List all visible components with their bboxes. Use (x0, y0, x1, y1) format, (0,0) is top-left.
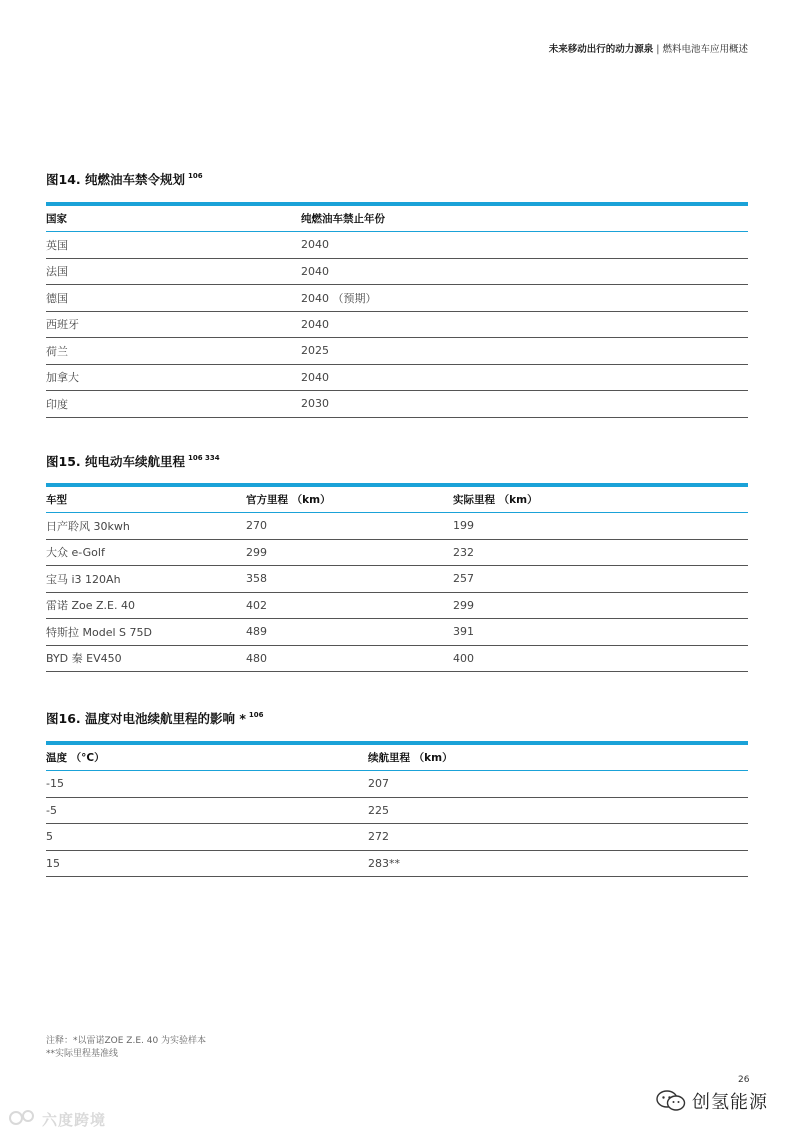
table-row (46, 824, 748, 851)
wechat-icon (656, 1090, 686, 1112)
fig16-title-text: 图16. 温度对电池续航里程的影响 * (46, 711, 246, 726)
table-cell: 2025 (301, 338, 748, 365)
table-row (46, 285, 748, 312)
column-header: 纯燃油车禁止年份 (301, 204, 748, 232)
table-cell: 402 (246, 592, 453, 619)
watermark-label: 六度跨境 (42, 1110, 107, 1129)
header-separator: | (656, 44, 660, 55)
table-cell: 489 (246, 619, 453, 646)
column-header: 温度 （°C） (46, 743, 368, 771)
fig15-ref: 106 334 (188, 454, 220, 462)
table-row (46, 311, 748, 338)
table-cell: 270 (246, 513, 453, 540)
fig15-title-text: 图15. 纯电动车续航里程 (46, 454, 185, 469)
table-cell: -5 (46, 797, 368, 824)
header-subtitle: 燃料电池车应用概述 (662, 44, 748, 55)
table-cell: 2040 (301, 258, 748, 285)
column-header: 官方里程 （km） (246, 485, 453, 513)
table-cell: 5 (46, 824, 368, 851)
table-cell: 印度 (46, 391, 301, 418)
table-cell: 257 (453, 566, 748, 593)
fig15-title (46, 452, 220, 470)
table-cell: BYD 秦 EV450 (46, 645, 246, 672)
footnotes (46, 1035, 206, 1061)
table-cell: 400 (453, 645, 748, 672)
table-row (46, 364, 748, 391)
table-cell: 299 (453, 592, 748, 619)
table-row (46, 619, 748, 646)
table-row (46, 232, 748, 259)
fig14-table (46, 202, 748, 418)
table-cell: 207 (368, 771, 748, 798)
table-row (46, 338, 748, 365)
table-cell: 272 (368, 824, 748, 851)
table-cell: 480 (246, 645, 453, 672)
wechat-account-label: 创氢能源 (692, 1092, 768, 1113)
column-header: 实际里程 （km） (453, 485, 748, 513)
table-cell: 232 (453, 539, 748, 566)
wechat-badge (656, 1088, 768, 1114)
table-cell: 2030 (301, 391, 748, 418)
table-cell: 西班牙 (46, 311, 301, 338)
table-cell: 雷诺 Zoe Z.E. 40 (46, 592, 246, 619)
table-cell: 2040 (301, 364, 748, 391)
table-cell: -15 (46, 771, 368, 798)
table-cell: 英国 (46, 232, 301, 259)
table-cell: 大众 e-Golf (46, 539, 246, 566)
table-cell: 283** (368, 850, 748, 877)
table-cell: 225 (368, 797, 748, 824)
table-cell: 299 (246, 539, 453, 566)
table-cell: 199 (453, 513, 748, 540)
table-row (46, 539, 748, 566)
footnote-2: **实际里程基准线 (46, 1049, 119, 1059)
fig16-table (46, 741, 748, 877)
page-number: 26 (738, 1075, 750, 1085)
header-title: 未来移动出行的动力源泉 (548, 44, 654, 55)
table-row (46, 797, 748, 824)
table-header-row (46, 743, 748, 771)
table-cell: 荷兰 (46, 338, 301, 365)
table-row (46, 771, 748, 798)
footnote-1: 注释：*以雷诺ZOE Z.E. 40 为实验样本 (46, 1036, 207, 1046)
table-row (46, 645, 748, 672)
table-cell: 日产聆风 30kwh (46, 513, 246, 540)
fig14-title-text: 图14. 纯燃油车禁令规划 (46, 172, 185, 187)
table-cell: 358 (246, 566, 453, 593)
table-row (46, 391, 748, 418)
table-cell: 加拿大 (46, 364, 301, 391)
table-cell: 15 (46, 850, 368, 877)
watermark-logo-icon (8, 1108, 38, 1130)
table-row (46, 566, 748, 593)
column-header: 车型 (46, 485, 246, 513)
table-cell: 2040 (301, 311, 748, 338)
table-cell: 2040 (301, 232, 748, 259)
table-header-row (46, 485, 748, 513)
table-row (46, 258, 748, 285)
fig16-title (46, 709, 264, 727)
page-header (549, 41, 748, 55)
table-cell: 2040 （预期） (301, 285, 748, 312)
table-cell: 391 (453, 619, 748, 646)
fig15-table (46, 483, 748, 672)
table-header-row (46, 204, 748, 232)
fig14-title (46, 170, 203, 188)
column-header: 续航里程 （km） (368, 743, 748, 771)
table-row (46, 592, 748, 619)
table-row (46, 513, 748, 540)
column-header: 国家 (46, 204, 301, 232)
table-cell: 宝马 i3 120Ah (46, 566, 246, 593)
watermark (8, 1108, 106, 1130)
table-cell: 德国 (46, 285, 301, 312)
table-cell: 法国 (46, 258, 301, 285)
fig16-ref: 106 (248, 711, 264, 719)
fig14-ref: 106 (188, 172, 203, 180)
table-row (46, 850, 748, 877)
table-cell: 特斯拉 Model S 75D (46, 619, 246, 646)
